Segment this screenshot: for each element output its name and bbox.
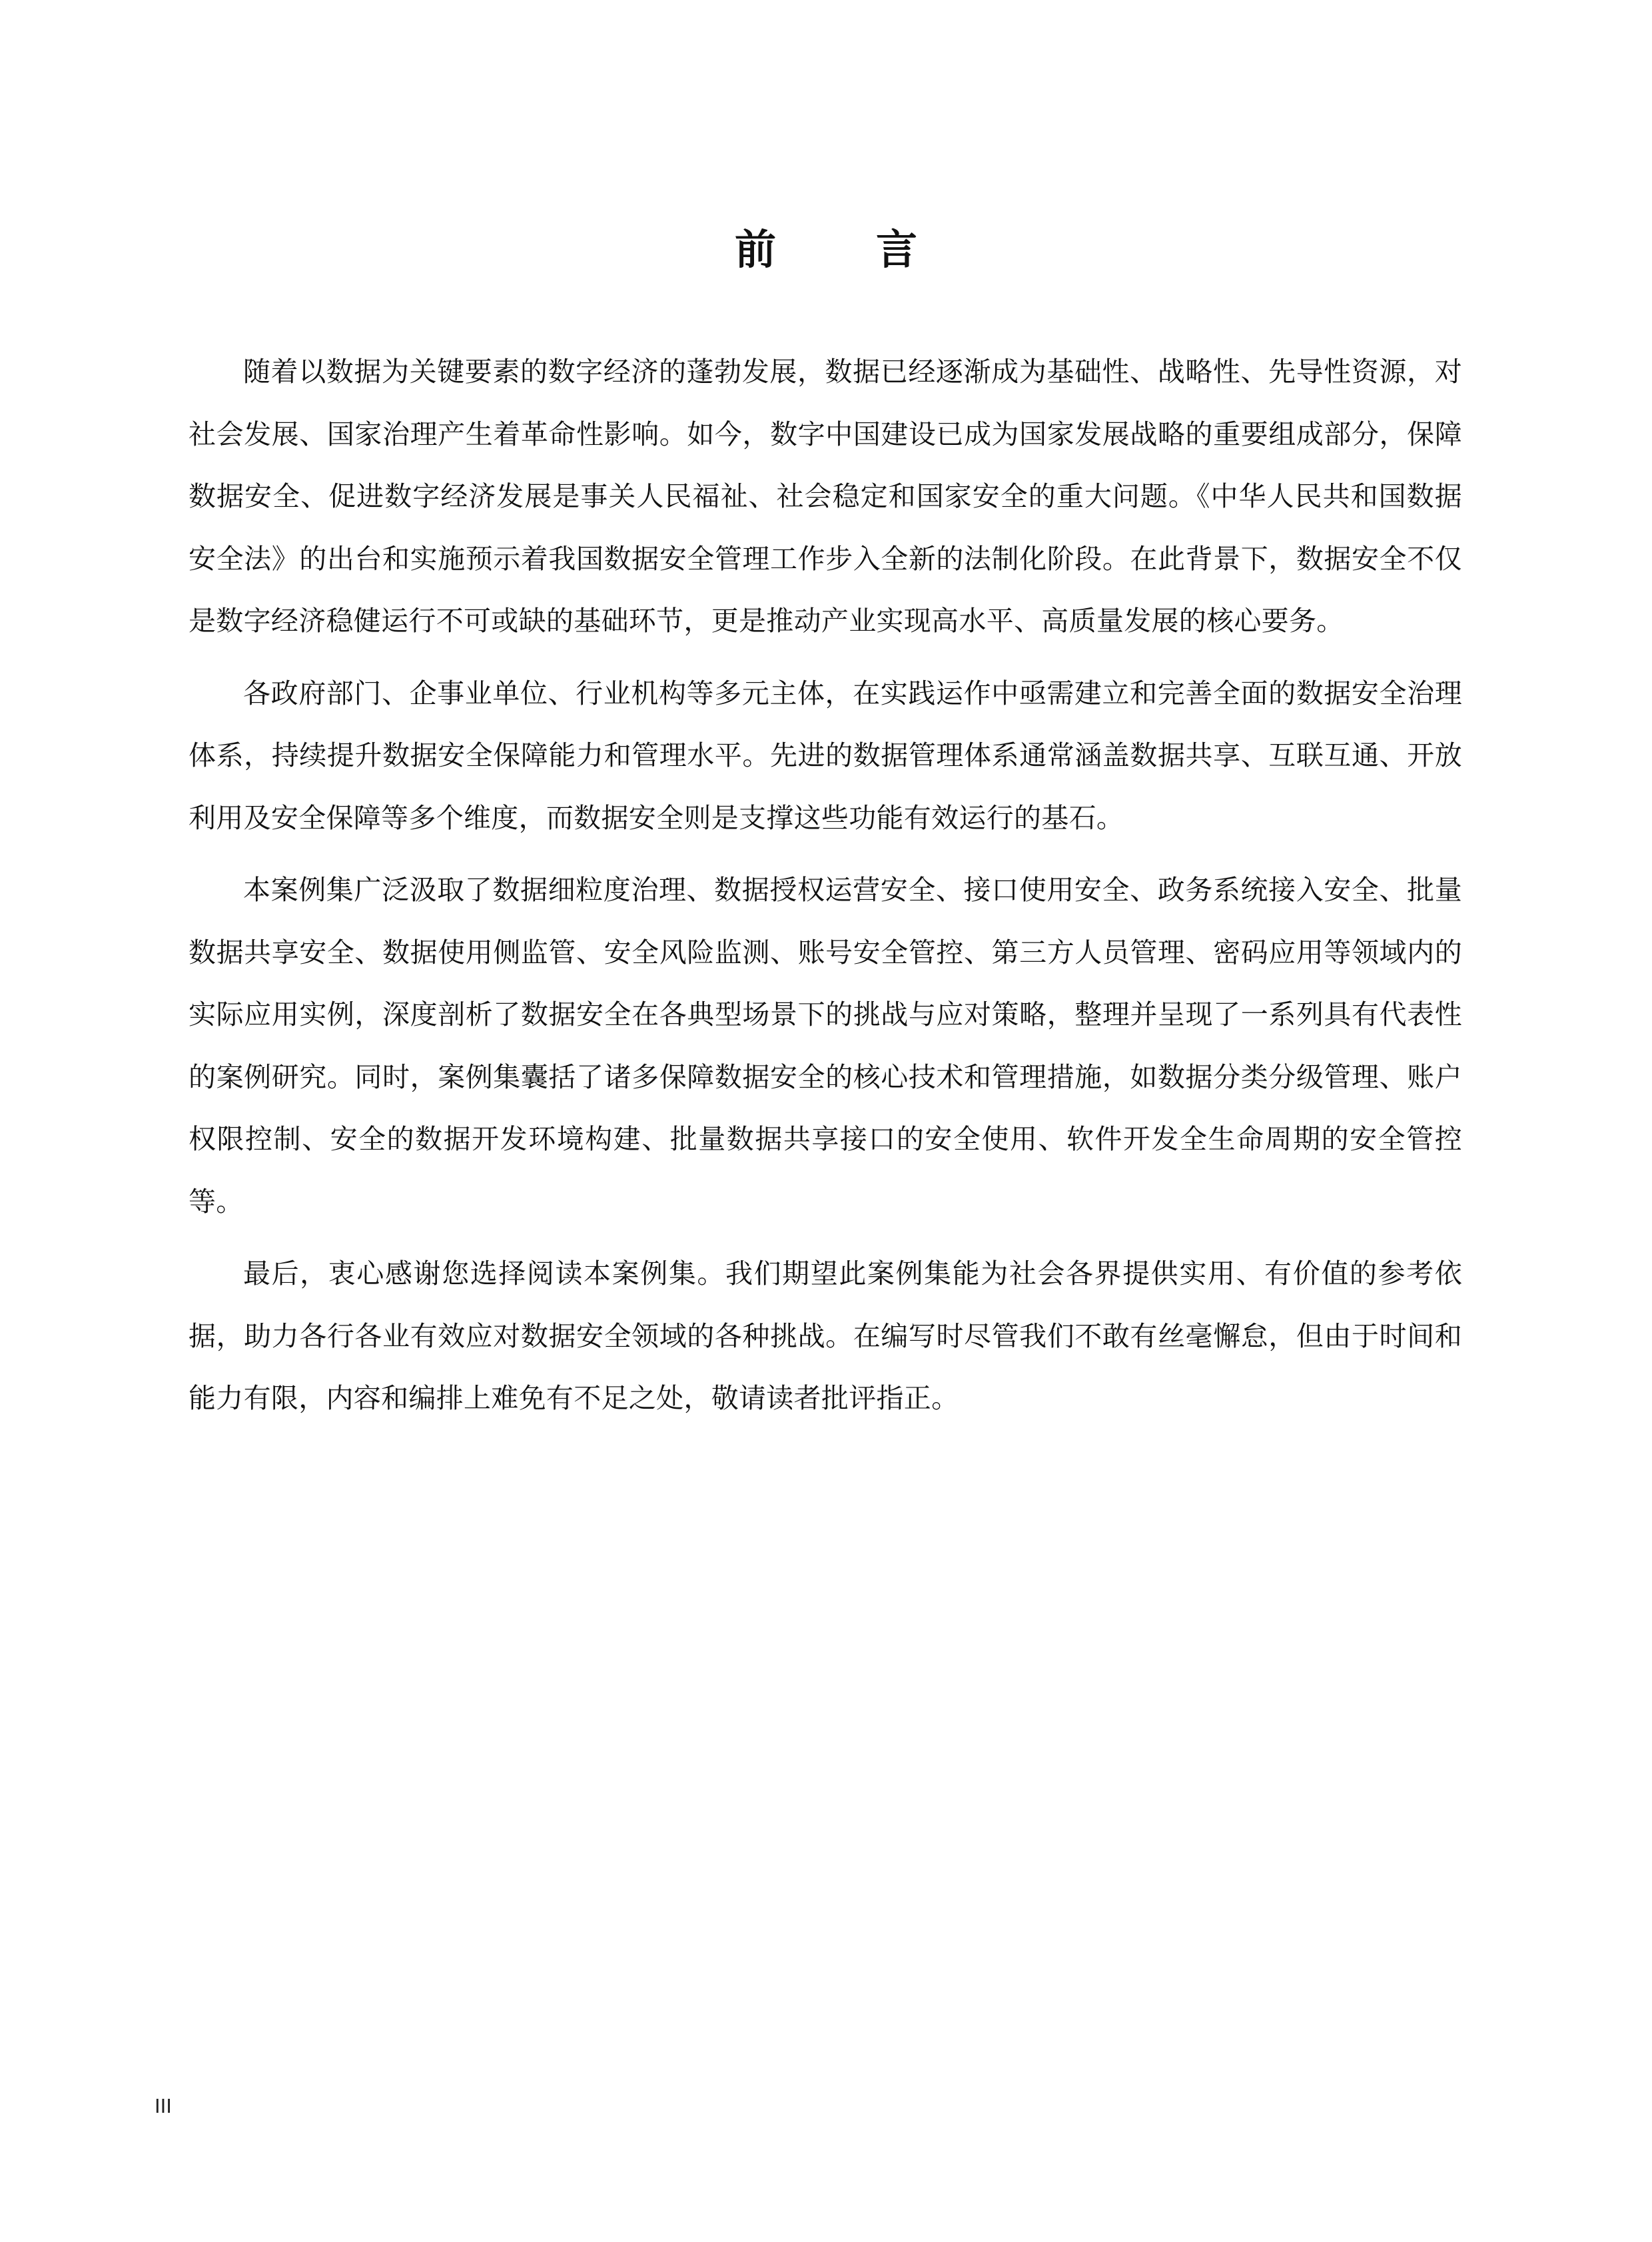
paragraph-1: 随着以数据为关键要素的数字经济的蓬勃发展，数据已经逐渐成为基础性、战略性、先导性资源，对社会发展、国家治理产生着革命性影响。如今，数字中国建设已成为国家发展战略的重要组成部分，保障数据安全、促进数字经济发展是事关人民福祉、社会稳定和国家安全的重大问题。《中华人民共和国数据安全法》的出台和实施预示着我国数据安全管理工作步入全新的法制化阶段。在此背景下，数据安全不仅是数字经济稳健运行不可或缺的基础环节，更是推动产业实现高水平、高质量发展的核心要务。 [189, 356, 1462, 637]
page-title: 前言 [734, 225, 1017, 274]
document-body [189, 341, 1462, 1440]
paragraph-2: 各政府部门、企事业单位、行业机构等多元主体，在实践运作中亟需建立和完善全面的数据安全治理体系，持续提升数据安全保障能力和管理水平。先进的数据管理体系通常涵盖数据共享、互联互通、开放利用及安全保障等多个维度，而数据安全则是支撑这些功能有效运行的基石。 [189, 677, 1462, 834]
paragraph-4: 最后，衷心感谢您选择阅读本案例集。我们期望此案例集能为社会各界提供实用、有价值的参考依据，助力各行各业有效应对数据安全领域的各种挑战。在编写时尽管我们不敢有丝毫懈怠，但由于时间和能力有限，内容和编排上难免有不足之处，敬请读者批评指正。 [189, 1258, 1462, 1414]
paragraph-3: 本案例集广泛汲取了数据细粒度治理、数据授权运营安全、接口使用安全、政务系统接入安全、批量数据共享安全、数据使用侧监管、安全风险监测、账号安全管控、第三方人员管理、密码应用等领域内的实际应用实例，深度剖析了数据安全在各典型场景下的挑战与应对策略，整理并呈现了一系列具有代表性的案例研究。同时，案例集囊括了诸多保障数据安全的核心技术和管理措施，如数据分类分级管理、账户权限控制、安全的数据开发环境构建、批量数据共享接口的安全使用、软件开发全生命周期的安全管控等。 [189, 874, 1462, 1218]
page-number: III [155, 2094, 172, 2117]
